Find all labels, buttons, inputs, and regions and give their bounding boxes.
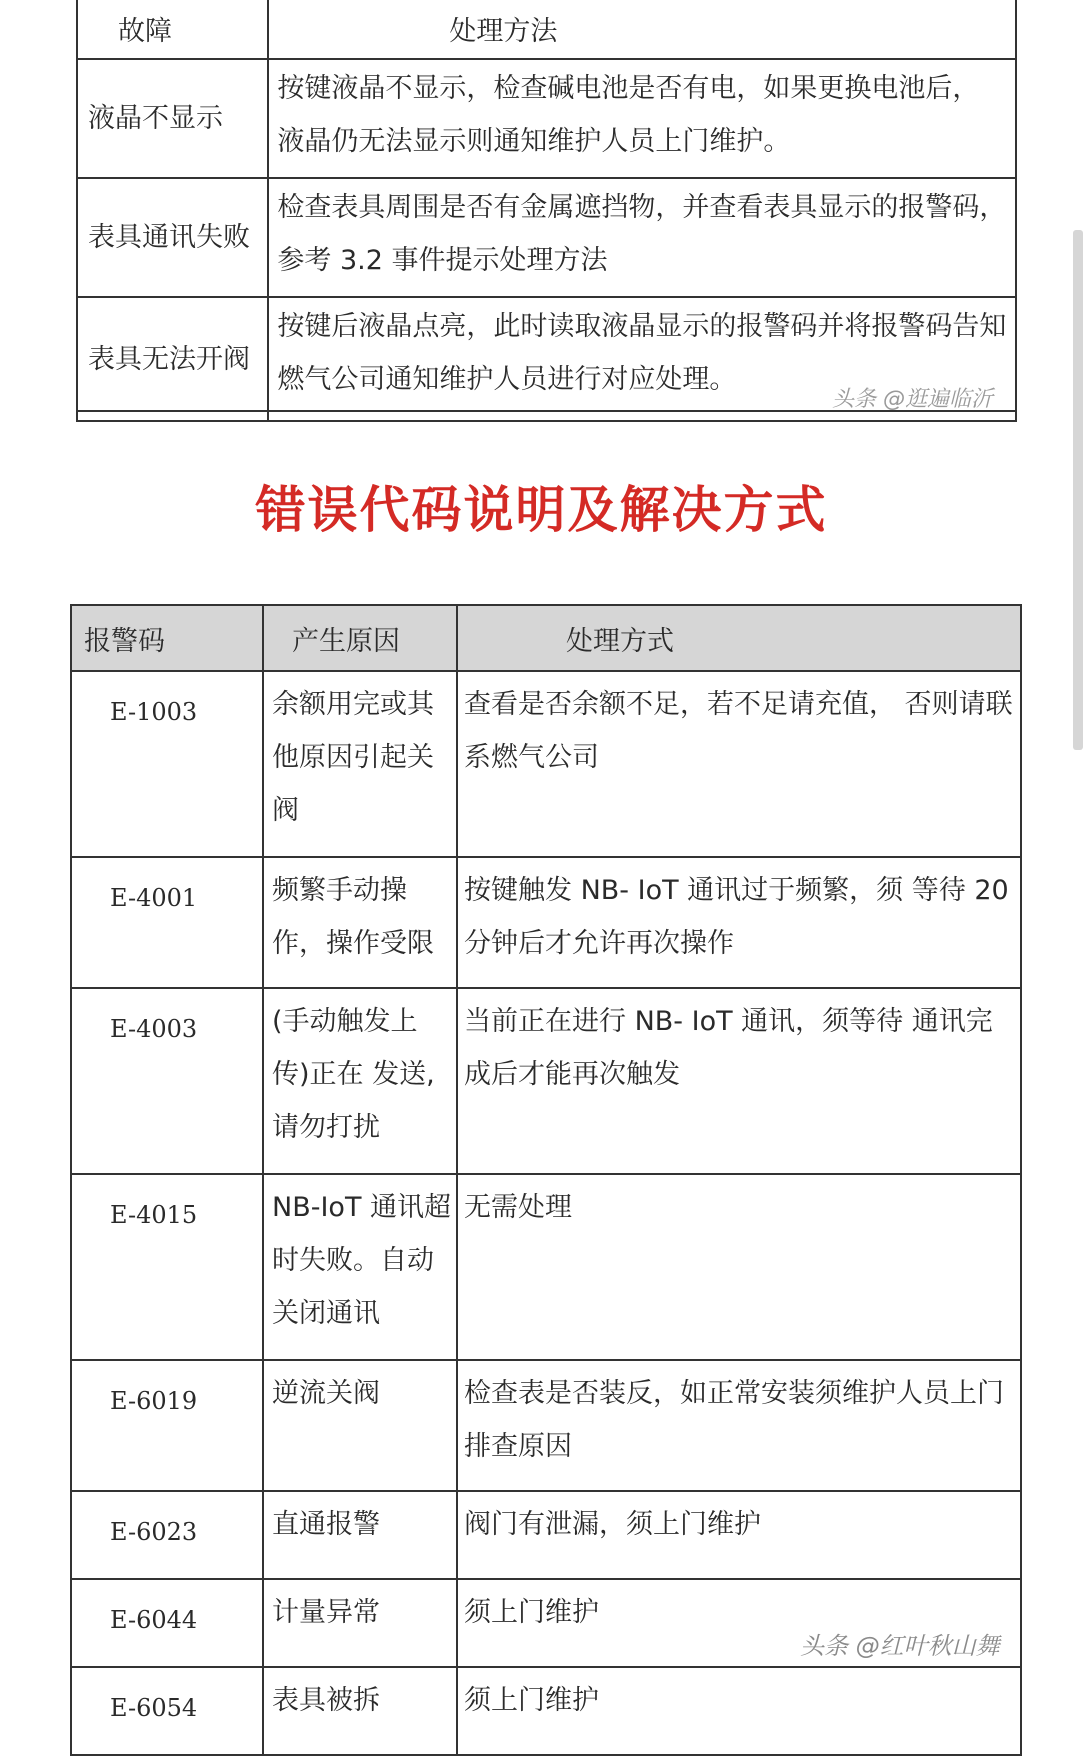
scrollbar[interactable] [1073, 230, 1083, 750]
fault-cell: 液晶不显示 [77, 59, 268, 178]
error-code-table [70, 604, 1022, 1756]
table-row [71, 1174, 1021, 1360]
table-row [71, 988, 1021, 1174]
table-row [71, 671, 1021, 857]
method-cell: 按键液晶不显示，检查碱电池是否有电，如果更换电池后， 液晶仍无法显示则通知维护人员上门维护。 [268, 59, 1016, 178]
fault-cell: 表具无法开阀 [77, 297, 268, 421]
error-cause: 直通报警 [263, 1491, 457, 1579]
error-code: E-4001 [71, 857, 263, 988]
method-header-label: 处理方法 [268, 0, 1016, 59]
error-action: 阀门有泄漏，须上门维护 [457, 1491, 1021, 1579]
method-cell: 检查表具周围是否有金属遮挡物，并查看表具显示的报警码，参考 3.2 事件提示处理方法 [268, 178, 1016, 297]
error-cause: 频繁手动操作，操作受限 [263, 857, 457, 988]
table-row [71, 1667, 1021, 1755]
error-code: E-6044 [71, 1579, 263, 1667]
error-cause: 表具被拆 [263, 1667, 457, 1755]
table-row [71, 1491, 1021, 1579]
error-action: 当前正在进行 NB- IoT 通讯，须等待 通讯完成后才能再次触发 [457, 988, 1021, 1174]
table-row [77, 59, 1016, 178]
error-code: E-1003 [71, 671, 263, 857]
watermark: 头条 @逛遍临沂 [832, 387, 993, 412]
watermark: 头条 @红叶秋山舞 [800, 1632, 1000, 1660]
fault-table [76, 0, 1017, 422]
fault-header-label: 故障 [77, 0, 268, 59]
error-code: E-6023 [71, 1491, 263, 1579]
table-row [71, 1360, 1021, 1491]
code-header-label: 报警码 [71, 605, 263, 671]
error-action: 按键触发 NB- IoT 通讯过于频繁，须 等待 20 分钟后才允许再次操作 [457, 857, 1021, 988]
error-code: E-4003 [71, 988, 263, 1174]
error-cause: 计量异常 [263, 1579, 457, 1667]
error-action: 须上门维护 [457, 1579, 1021, 1667]
action-header-label: 处理方式 [457, 605, 1021, 671]
error-cause: 逆流关阀 [263, 1360, 457, 1491]
error-action: 无需处理 [457, 1174, 1021, 1360]
error-code: E-4015 [71, 1174, 263, 1360]
fault-table-header [77, 0, 1016, 59]
table-row [77, 178, 1016, 297]
error-action: 须上门维护 [457, 1667, 1021, 1755]
error-action: 检查表是否装反，如正常安装须维护人员上门排查原因 [457, 1360, 1021, 1491]
error-code: E-6054 [71, 1667, 263, 1755]
error-code: E-6019 [71, 1360, 263, 1491]
error-action: 查看是否余额不足，若不足请充值， 否则请联系燃气公司 [457, 671, 1021, 857]
table-row [71, 857, 1021, 988]
error-cause: (手动触发上传)正在 发送,请勿打扰 [263, 988, 457, 1174]
error-cause: NB-IoT 通讯超时失败。自动关闭通讯 [263, 1174, 457, 1360]
method-cell: 按键后液晶点亮，此时读取液晶显示的报警码并将报警码告知燃气公司通知维护人员进行对应处理。 [268, 297, 1016, 421]
error-table-header [71, 605, 1021, 671]
fault-cell: 表具通讯失败 [77, 178, 268, 297]
page-title: 错误代码说明及解决方式 [255, 481, 828, 539]
cause-header-label: 产生原因 [263, 605, 457, 671]
error-cause: 余额用完或其他原因引起关阀 [263, 671, 457, 857]
